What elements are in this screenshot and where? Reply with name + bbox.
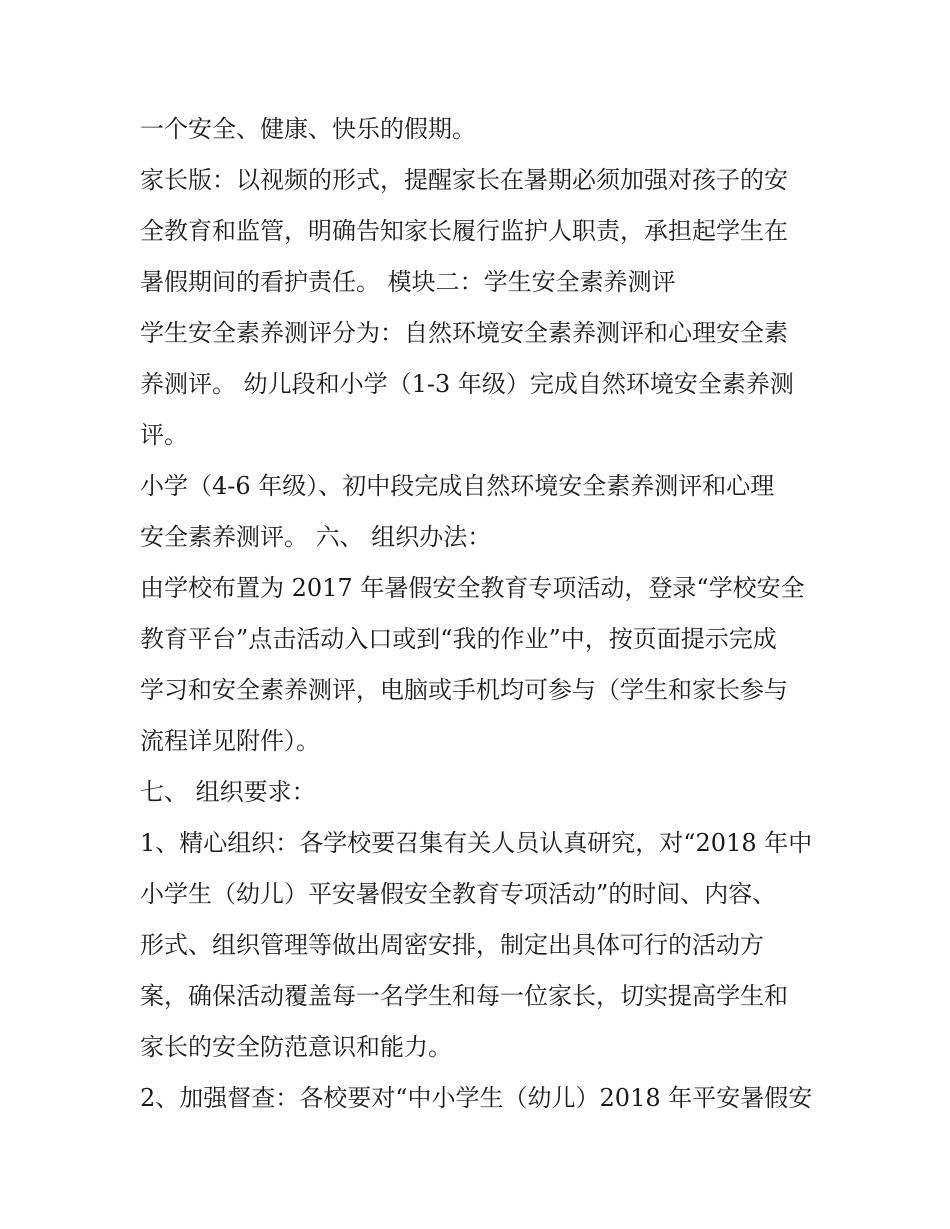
text-line: 小学（4-6 年级）、初中段完成自然环境安全素养测评和心理: [140, 472, 775, 500]
text-line: 案，确保活动覆盖每一名学生和每一位家长，切实提高学生和: [140, 982, 788, 1010]
text-line: 暑假期间的看护责任。 模块二：学生安全素养测评: [140, 268, 676, 296]
text-line: 一个安全、健康、快乐的假期。: [140, 115, 476, 143]
document-body: [140, 104, 820, 1124]
text-line: 安全素养测评。 六、 组织办法：: [140, 523, 492, 551]
text-line: 2、加强督查：各校要对“中小学生（幼儿）2018 年平安暑假安: [140, 1084, 813, 1112]
text-line: 流程详见附件）。: [140, 727, 320, 755]
text-line: 学生安全素养测评分为：自然环境安全素养测评和心理安全素: [140, 319, 788, 347]
text-line: 七、 组织要求：: [140, 778, 316, 806]
text-line: 养测评。 幼儿段和小学（1-3 年级）完成自然环境安全素养测: [140, 370, 794, 398]
text-line: 学习和安全素养测评，电脑或手机均可参与（学生和家长参与: [140, 676, 788, 704]
text-line: 家长版：以视频的形式，提醒家长在暑期必须加强对孩子的安: [140, 166, 788, 194]
text-line: 教育平台”点击活动入口或到“我的作业”中，按页面提示完成: [140, 625, 777, 653]
text-line: 家长的安全防范意识和能力。: [140, 1033, 452, 1061]
text-line: 形式、组织管理等做出周密安排，制定出具体可行的活动方: [140, 931, 764, 959]
text-line: 1、精心组织：各学校要召集有关人员认真研究，对“2018 年中: [140, 829, 813, 857]
text-line: 小学生（幼儿）平安暑假安全教育专项活动”的时间、内容、: [140, 880, 777, 908]
text-line: 全教育和监管，明确告知家长履行监护人职责，承担起学生在: [140, 217, 788, 245]
text-line: 评。: [140, 421, 188, 449]
text-line: 由学校布置为 2017 年暑假安全教育专项活动，登录“学校安全: [140, 574, 805, 602]
